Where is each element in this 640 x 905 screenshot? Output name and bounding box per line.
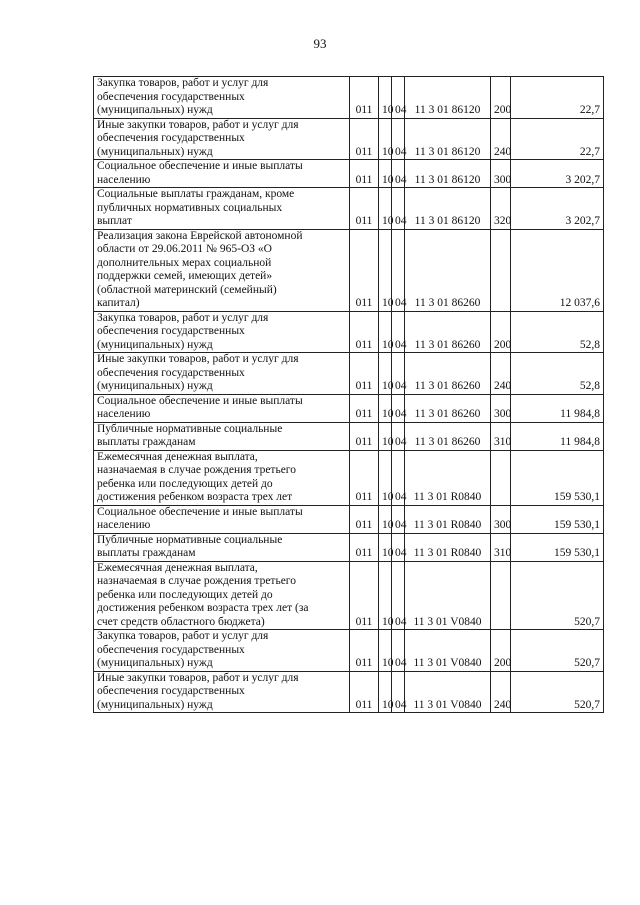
grbs-code: 011: [350, 671, 379, 713]
grbs-code: 011: [350, 229, 379, 311]
amount-value: 520,7: [511, 671, 604, 713]
section-code: 10: [379, 77, 392, 119]
table-row: [94, 311, 604, 353]
amount-value: 3 202,7: [511, 188, 604, 230]
table-body: [94, 77, 604, 713]
amount-value: 159 530,1: [511, 533, 604, 561]
section-code: 10: [379, 505, 392, 533]
grbs-code: 011: [350, 160, 379, 188]
expense-type-code: 300: [491, 160, 511, 188]
row-description: Социальные выплаты гражданам, кроме публичных нормативных социальных выплат: [94, 188, 350, 230]
target-article-code: 11 3 01 R0840: [405, 450, 491, 505]
amount-value: 520,7: [511, 630, 604, 672]
row-description: Ежемесячная денежная выплата, назначаемая в случае рождения третьего ребенка или последующих детей до достижения ребенком возраста трех лет (за счет средств областного бюджета): [94, 561, 350, 630]
table-row: [94, 671, 604, 713]
subsection-code: 04: [392, 394, 405, 422]
expense-type-code: 200: [491, 77, 511, 119]
target-article-code: 11 3 01 R0840: [405, 533, 491, 561]
grbs-code: 011: [350, 422, 379, 450]
amount-value: 159 530,1: [511, 450, 604, 505]
amount-value: 159 530,1: [511, 505, 604, 533]
target-article-code: 11 3 01 86120: [405, 160, 491, 188]
grbs-code: 011: [350, 450, 379, 505]
table-row: [94, 160, 604, 188]
target-article-code: 11 3 01 R0840: [405, 505, 491, 533]
row-description: Ежемесячная денежная выплата, назначаемая в случае рождения третьего ребенка или последующих детей до достижения ребенком возраста трех лет: [94, 450, 350, 505]
grbs-code: 011: [350, 188, 379, 230]
expense-type-code: [491, 450, 511, 505]
target-article-code: 11 3 01 86120: [405, 118, 491, 160]
section-code: 10: [379, 450, 392, 505]
row-description: Социальное обеспечение и иные выплаты населению: [94, 160, 350, 188]
subsection-code: 04: [392, 533, 405, 561]
subsection-code: 04: [392, 450, 405, 505]
subsection-code: 04: [392, 311, 405, 353]
grbs-code: 011: [350, 630, 379, 672]
row-description: Иные закупки товаров, работ и услуг для обеспечения государственных (муниципальных) нужд: [94, 118, 350, 160]
expense-type-code: 240: [491, 353, 511, 395]
amount-value: 22,7: [511, 118, 604, 160]
amount-value: 11 984,8: [511, 422, 604, 450]
target-article-code: 11 3 01 86260: [405, 311, 491, 353]
target-article-code: 11 3 01 86260: [405, 394, 491, 422]
expense-type-code: [491, 229, 511, 311]
subsection-code: 04: [392, 671, 405, 713]
expense-type-code: 240: [491, 118, 511, 160]
section-code: 10: [379, 671, 392, 713]
amount-value: 22,7: [511, 77, 604, 119]
subsection-code: 04: [392, 188, 405, 230]
table-row: [94, 561, 604, 630]
row-description: Закупка товаров, работ и услуг для обеспечения государственных (муниципальных) нужд: [94, 630, 350, 672]
row-description: Публичные нормативные социальные выплаты гражданам: [94, 533, 350, 561]
target-article-code: 11 3 01 86120: [405, 188, 491, 230]
grbs-code: 011: [350, 311, 379, 353]
subsection-code: 04: [392, 505, 405, 533]
table-row: [94, 630, 604, 672]
grbs-code: 011: [350, 394, 379, 422]
row-description: Реализация закона Еврейской автономной области от 29.06.2011 № 965-ОЗ «О дополнительных мерах социальной поддержки семей, имеющих детей» (областной материнский (семейный) капитал): [94, 229, 350, 311]
row-description: Иные закупки товаров, работ и услуг для обеспечения государственных (муниципальных) нужд: [94, 353, 350, 395]
grbs-code: 011: [350, 561, 379, 630]
table-row: [94, 188, 604, 230]
section-code: 10: [379, 533, 392, 561]
row-description: Социальное обеспечение и иные выплаты населению: [94, 505, 350, 533]
grbs-code: 011: [350, 118, 379, 160]
grbs-code: 011: [350, 353, 379, 395]
expense-type-code: 240: [491, 671, 511, 713]
section-code: 10: [379, 422, 392, 450]
budget-table: [93, 76, 604, 713]
target-article-code: 11 3 01 86260: [405, 353, 491, 395]
target-article-code: 11 3 01 V0840: [405, 671, 491, 713]
subsection-code: 04: [392, 229, 405, 311]
target-article-code: 11 3 01 V0840: [405, 561, 491, 630]
expense-type-code: [491, 561, 511, 630]
section-code: 10: [379, 160, 392, 188]
expense-type-code: 310: [491, 422, 511, 450]
section-code: 10: [379, 118, 392, 160]
row-description: Социальное обеспечение и иные выплаты населению: [94, 394, 350, 422]
section-code: 10: [379, 353, 392, 395]
table-row: [94, 505, 604, 533]
section-code: 10: [379, 188, 392, 230]
subsection-code: 04: [392, 353, 405, 395]
subsection-code: 04: [392, 160, 405, 188]
expense-type-code: 310: [491, 533, 511, 561]
grbs-code: 011: [350, 505, 379, 533]
amount-value: 52,8: [511, 353, 604, 395]
expense-type-code: 200: [491, 630, 511, 672]
amount-value: 12 037,6: [511, 229, 604, 311]
expense-type-code: 200: [491, 311, 511, 353]
grbs-code: 011: [350, 533, 379, 561]
section-code: 10: [379, 394, 392, 422]
section-code: 10: [379, 630, 392, 672]
table-row: [94, 118, 604, 160]
subsection-code: 04: [392, 630, 405, 672]
section-code: 10: [379, 561, 392, 630]
expense-type-code: 300: [491, 394, 511, 422]
expense-type-code: 320: [491, 188, 511, 230]
amount-value: 11 984,8: [511, 394, 604, 422]
table-row: [94, 229, 604, 311]
table-row: [94, 533, 604, 561]
subsection-code: 04: [392, 118, 405, 160]
amount-value: 520,7: [511, 561, 604, 630]
amount-value: 52,8: [511, 311, 604, 353]
row-description: Закупка товаров, работ и услуг для обеспечения государственных (муниципальных) нужд: [94, 77, 350, 119]
row-description: Закупка товаров, работ и услуг для обеспечения государственных (муниципальных) нужд: [94, 311, 350, 353]
expense-type-code: 300: [491, 505, 511, 533]
target-article-code: 11 3 01 86260: [405, 422, 491, 450]
table-row: [94, 394, 604, 422]
table-row: [94, 422, 604, 450]
section-code: 10: [379, 311, 392, 353]
subsection-code: 04: [392, 561, 405, 630]
target-article-code: 11 3 01 V0840: [405, 630, 491, 672]
page-number: 93: [313, 36, 327, 51]
amount-value: 3 202,7: [511, 160, 604, 188]
table-row: [94, 77, 604, 119]
target-article-code: 11 3 01 86260: [405, 229, 491, 311]
target-article-code: 11 3 01 86120: [405, 77, 491, 119]
row-description: Иные закупки товаров, работ и услуг для обеспечения государственных (муниципальных) нужд: [94, 671, 350, 713]
table-row: [94, 450, 604, 505]
subsection-code: 04: [392, 77, 405, 119]
section-code: 10: [379, 229, 392, 311]
table-row: [94, 353, 604, 395]
row-description: Публичные нормативные социальные выплаты гражданам: [94, 422, 350, 450]
subsection-code: 04: [392, 422, 405, 450]
grbs-code: 011: [350, 77, 379, 119]
